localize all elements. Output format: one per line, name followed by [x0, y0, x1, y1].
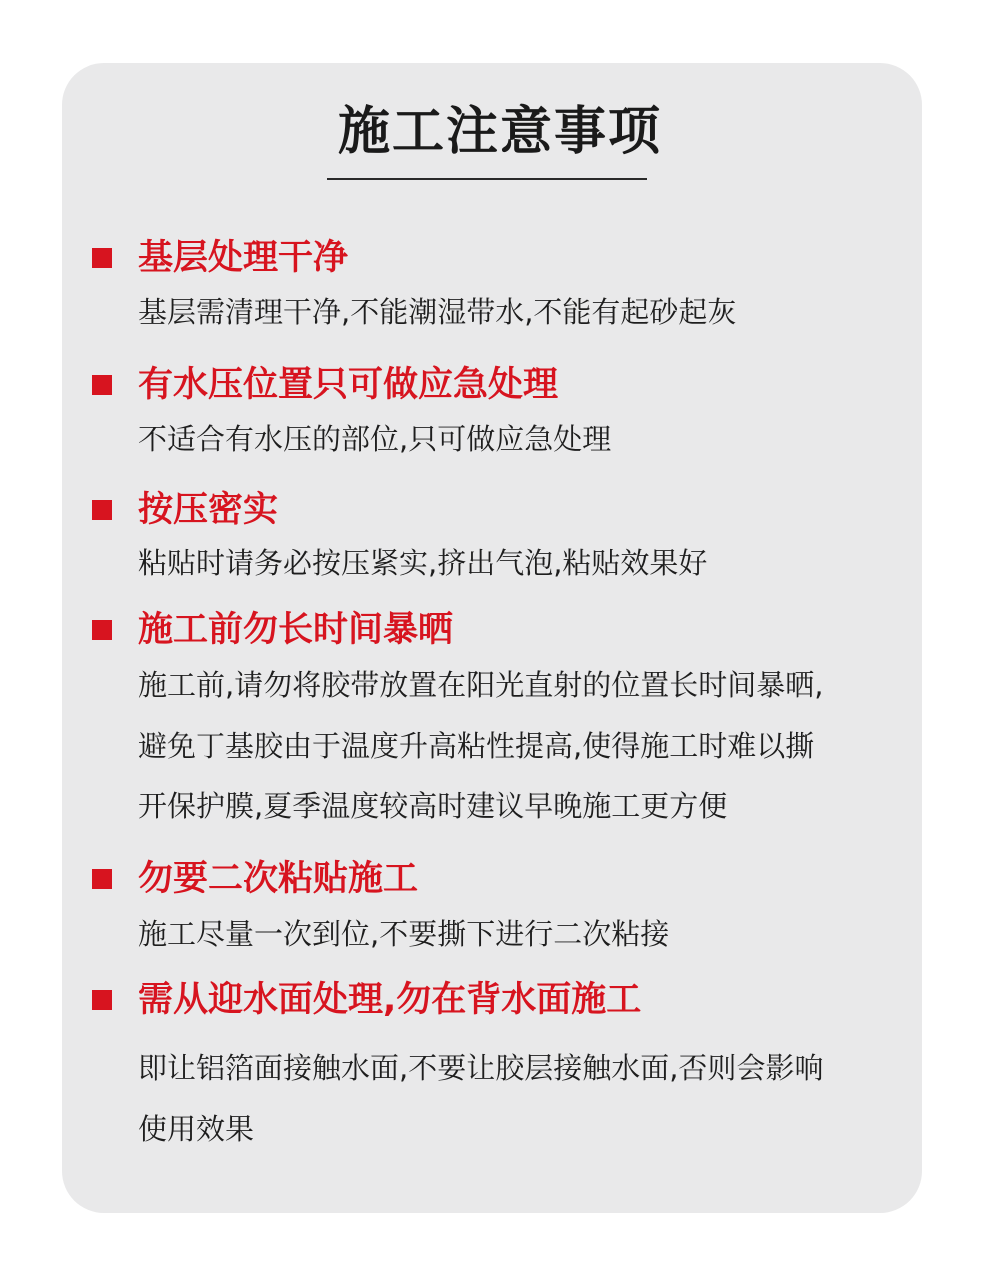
section-heading: 施工前勿长时间暴晒: [138, 610, 454, 650]
section-heading: 需从迎水面处理,勿在背水面施工: [138, 980, 642, 1020]
bullet-square-icon: [92, 990, 112, 1010]
bullet-square-icon: [92, 248, 112, 268]
section-heading: 有水压位置只可做应急处理: [138, 365, 559, 405]
section-text: 施工尽量一次到位,不要撕下进行二次粘接: [138, 917, 670, 951]
section-text: 即让铝箔面接触水面,不要让胶层接触水面,否则会影响: [138, 1051, 824, 1085]
section-text: 开保护膜,夏季温度较高时建议早晚施工更方便: [138, 789, 728, 823]
bullet-square-icon: [92, 620, 112, 640]
section-heading: 基层处理干净: [138, 238, 349, 278]
section-text: 使用效果: [138, 1112, 255, 1146]
section-heading: 按压密实: [138, 490, 279, 530]
section-text: 避免丁基胶由于温度升高粘性提高,使得施工时难以撕: [138, 729, 815, 763]
bullet-square-icon: [92, 500, 112, 520]
title-underline: [327, 178, 647, 180]
section-heading: 勿要二次粘贴施工: [138, 859, 419, 899]
bullet-square-icon: [92, 869, 112, 889]
section-text: 施工前,请勿将胶带放置在阳光直射的位置长时间暴晒,: [138, 668, 824, 702]
page-title: 施工注意事项: [337, 102, 662, 162]
section-text: 粘贴时请务必按压紧实,挤出气泡,粘贴效果好: [138, 546, 708, 580]
bullet-square-icon: [92, 375, 112, 395]
section-text: 基层需清理干净,不能潮湿带水,不能有起砂起灰: [138, 295, 737, 329]
section-text: 不适合有水压的部位,只可做应急处理: [138, 422, 612, 456]
